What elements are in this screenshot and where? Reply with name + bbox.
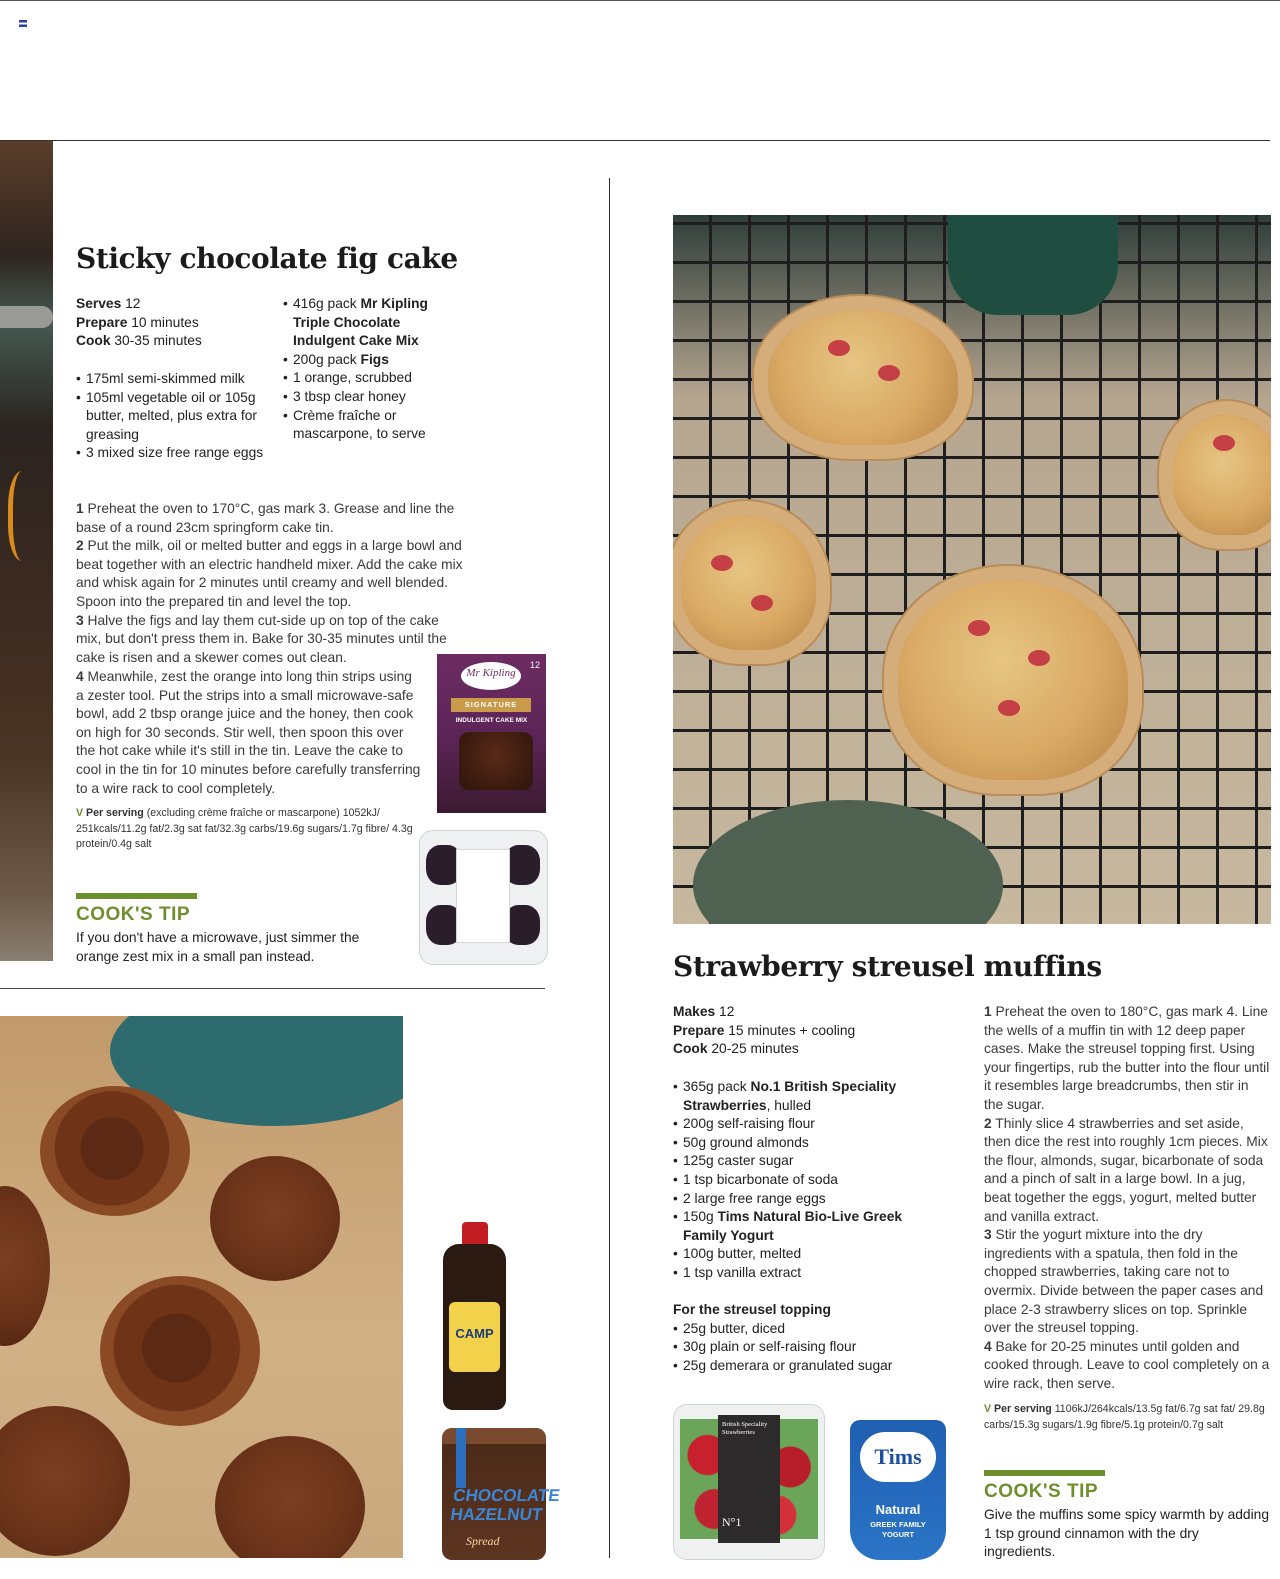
ingredient-item: • 150g Tims Natural Bio-Live Greek Family Yogurt (673, 1208, 923, 1245)
cookie-graphic (100, 1276, 260, 1426)
plate-graphic (693, 800, 1003, 924)
topping-list (673, 1320, 933, 1376)
ingredient-item: • 105ml vegetable oil or 105g butter, melted, plus extra for greasing (76, 389, 266, 445)
tims-line3: YOGURT (881, 1530, 915, 1539)
method-step: 2 Put the milk, oil or melted butter and eggs in a large bowl and beat together with an electric handheld mixer. Add the cake mix and whisk again for 2 minutes until creamy and well blended. Spoon into the prepared tin and level the top. (76, 538, 463, 609)
camp-brand: CAMP (455, 1326, 494, 1341)
tims-line1: Natural (875, 1502, 921, 1517)
cookie-graphic (40, 1086, 190, 1216)
tims-brand: Tims (874, 1444, 922, 1469)
cookie-graphic (215, 1436, 365, 1558)
spread-label: CHOCOLATE HAZELNUT (449, 1486, 562, 1524)
nutrition-info: V Per serving 1106kJ/264kcals/13.5g fat/6.7g sat fat/ 29.8g carbs/15.3g sugars/1.9g fibre/5.1g protein/0.7g salt (984, 1403, 1265, 1431)
flag-icon (19, 20, 27, 27)
tip-bar (984, 1470, 1105, 1476)
kipling-count: 12 (529, 660, 540, 670)
strawberries-card-text: British Speciality Strawberries (722, 1421, 768, 1436)
ingredient-item: • 3 mixed size free range eggs (76, 444, 266, 463)
method-step: 4 Meanwhile, zest the orange into long thin strips using a zester tool. Put the strips into a small microwave-safe bowl, add 2 tbsp orange juice and the honey, then cook on high for 30 seconds. Stir well, then spoon this over the hot cake while it's still in the tin. Leave the cake to cool in the tin for 10 minutes before carefully transferring to a wire rack to cool completely. (76, 669, 421, 796)
method-step: 2 Thinly slice 4 strawberries and set aside, then dice the rest into roughly 1cm pieces. Mix the flour, almonds, sugar, bicarbonate of soda and a pinch of salt in a large bowl. In a jug, beat together the eggs, yogurt, melted butter and vanilla extract. (984, 1115, 1268, 1224)
figs-label (456, 849, 510, 943)
ingredient-item: • 25g butter, diced (673, 1320, 933, 1339)
ingredient-item: • 365g pack No.1 British Speciality Strawberries, hulled (673, 1078, 923, 1115)
ingredient-item: • 2 large free range eggs (673, 1190, 923, 1209)
ingredient-list (673, 1078, 923, 1283)
ingredient-item: • 1 orange, scrubbed (283, 369, 458, 388)
method-step: 3 Halve the figs and lay them cut-side up on top of the cake mix, but don't press them in. Bake for 30-35 minutes until the cake is risen and a skewer comes out clean. (76, 612, 447, 665)
kipling-line: SIGNATURE (464, 700, 518, 709)
bottle-cap (462, 1222, 488, 1244)
ingredient-item: • 50g ground almonds (673, 1134, 923, 1153)
method-step: 4 Bake for 20-25 minutes until golden and cooked through. Leave to cool completely on a wire rack, then serve. (984, 1338, 1270, 1391)
cookie-graphic (0, 1406, 130, 1556)
ingredient-item: • 3 tbsp clear honey (283, 388, 458, 407)
ingredient-item: • 25g demerara or granulated sugar (673, 1357, 933, 1376)
spread-sub: Spread (466, 1534, 500, 1548)
ingredient-item: • 100g butter, melted (673, 1245, 923, 1264)
ingredient-item: • 30g plain or self-raising flour (673, 1338, 933, 1357)
ingredient-list (283, 295, 458, 444)
kipling-sub: INDULGENT CAKE MIX (455, 717, 528, 724)
recipe-meta: Serves 12 Prepare 10 minutes Cook 30-35 minutes (76, 296, 202, 349)
ingredient-item: • 1 tsp bicarbonate of soda (673, 1171, 923, 1190)
method-step: 3 Stir the yogurt mixture into the dry ingredients with a spatula, then fold in the chopped strawberries, taking care not to overmix. Divide between the paper cases and place 2-3 strawberry slices on top. Sprinkle over the streusel topping. (984, 1227, 1264, 1336)
muffin-graphic (1173, 415, 1271, 535)
muffin-photo (673, 215, 1271, 924)
tims-yogurt-product (850, 1420, 946, 1560)
cooks-tip-text: If you don't have a microwave, just simmer the orange zest mix in a small pan instead. (76, 930, 360, 964)
method-steps (984, 1003, 1270, 1393)
ingredient-item: • 200g self-raising flour (673, 1115, 923, 1134)
section-divider (0, 988, 545, 989)
mug-graphic (948, 215, 1118, 315)
tims-line2: GREEK FAMILY (870, 1520, 926, 1529)
cooks-tip-heading: COOK'S TIP (76, 904, 191, 925)
camp-coffee-product (443, 1222, 506, 1410)
jar-strip (456, 1428, 466, 1488)
ingredient-item: • 200g pack Figs (283, 351, 458, 370)
strawberries-card-mark: N°1 (722, 1515, 742, 1529)
topping-heading: For the streusel topping (673, 1302, 831, 1317)
fork-graphic (0, 306, 53, 328)
top-border (0, 0, 1280, 1)
kipling-brand: Mr Kipling (466, 667, 516, 679)
tip-bar (76, 893, 197, 899)
ingredient-item: • 1 tsp vanilla extract (673, 1264, 923, 1283)
strawberries-card (718, 1415, 780, 1543)
column-divider (609, 178, 610, 1558)
method-steps (76, 668, 421, 798)
ingredient-item: • 416g pack Mr Kipling Triple Chocolate Indulgent Cake Mix (283, 295, 458, 351)
method-step: 1 Preheat the oven to 180°C, gas mark 4. Line the wells of a muffin tin with 12 deep paper cases. Make the streusel topping first. Using your fingertips, rub the butter into the flour until it resembles large breadcrumbs, then stir in the sugar. (984, 1004, 1270, 1112)
cake-photo (0, 141, 53, 961)
recipe-title: Strawberry streusel muffins (673, 950, 1102, 983)
header-divider (0, 140, 1270, 141)
recipe-title: Sticky chocolate fig cake (76, 242, 458, 275)
method-steps (76, 500, 466, 667)
cookie-graphic (210, 1156, 340, 1281)
muffin-graphic (768, 310, 958, 445)
chocolate-hazelnut-spread-product (442, 1428, 562, 1560)
chocolate-cookies-photo (0, 1016, 403, 1558)
cake-graphic (459, 732, 533, 790)
topping-section (673, 1301, 933, 1375)
method-step: 1 Preheat the oven to 170°C, gas mark 3. Grease and line the base of a round 23cm springform cake tin. (76, 501, 455, 535)
ingredient-item: • 125g caster sugar (673, 1152, 923, 1171)
nutrition-info: V Per serving (excluding crème fraîche or mascarpone) 1052kJ/ 251kcals/11.2g fat/2.3g sat fat/32.3g carbs/19.6g sugars/1.7g fibre/ 4.3g protein/0.4g salt (76, 807, 413, 850)
strawberries-pack-product (673, 1404, 825, 1560)
muffin-graphic (898, 580, 1128, 780)
ingredient-item: • 175ml semi-skimmed milk (76, 370, 266, 389)
ingredient-item: • Crème fraîche or mascarpone, to serve (283, 407, 458, 444)
mr-kipling-cake-mix-product (437, 654, 546, 813)
cooks-tip-text: Give the muffins some spicy warmth by adding 1 tsp ground cinnamon with the dry ingredients. (984, 1507, 1270, 1560)
cookie-graphic (0, 1186, 50, 1346)
cooks-tip-heading: COOK'S TIP (984, 1481, 1099, 1502)
figs-pack-product (419, 830, 548, 965)
ingredient-list (76, 370, 266, 463)
recipe-meta: Makes 12 Prepare 15 minutes + cooling Cook 20-25 minutes (673, 1004, 856, 1057)
muffin-graphic (681, 515, 816, 650)
orange-zest-graphic (8, 471, 43, 561)
